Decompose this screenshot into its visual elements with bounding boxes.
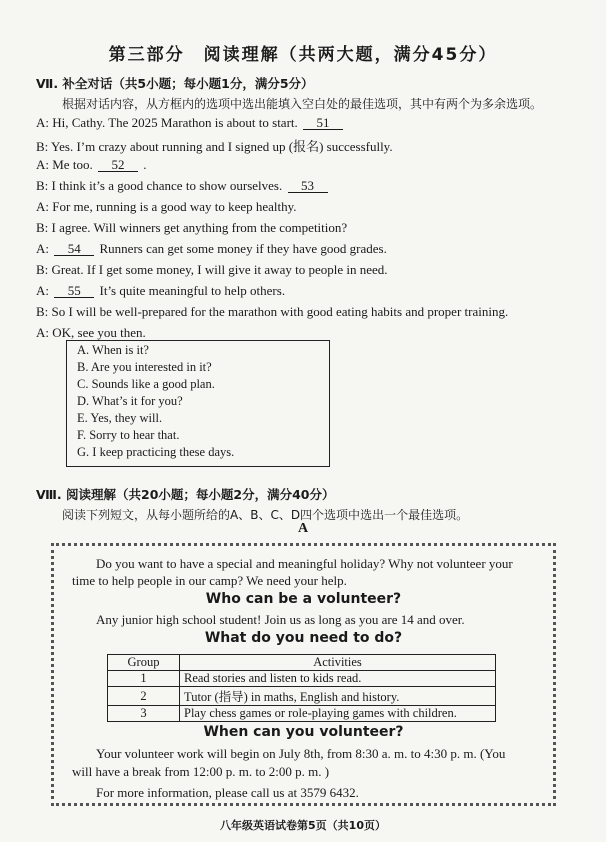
dialogue-text: A:	[36, 241, 49, 256]
intro-line-2: time to help people in our camp? We need your help.	[72, 573, 347, 588]
dialogue-text: A: For me, running is a good way to keep healthy.	[36, 199, 297, 214]
who-text: Any junior high school student! Join us as long as you are 14 and over.	[96, 612, 465, 627]
activity-cell: Play chess games or role-playing games with children.	[180, 706, 496, 722]
dialogue-line	[36, 304, 508, 320]
dialogue-text-after: .	[143, 157, 147, 172]
dialogue-text: A: Hi, Cathy. The 2025 Marathon is about to start.	[36, 115, 298, 130]
dialogue-text: A: OK, see you then.	[36, 325, 146, 340]
dialogue-text: A: Me too.	[36, 157, 93, 172]
dialogue-text: B: So I will be well-prepared for the marathon with good eating habits and proper training.	[36, 304, 509, 319]
dialogue-text: A:	[36, 283, 49, 298]
activity-cell: Tutor (指导) in maths, English and history.	[180, 687, 496, 706]
dialogue-line	[36, 178, 330, 194]
dialogue-line	[36, 220, 347, 236]
option-b: B. Are you interested in it?	[77, 360, 212, 374]
table-row	[108, 671, 496, 687]
heading-who: Who can be a volunteer?	[205, 591, 402, 607]
dialogue-line	[36, 262, 388, 278]
group-cell: 3	[108, 706, 180, 722]
table-row	[108, 706, 496, 722]
dialogue-text: B: I agree. Will winners get anything from the competition?	[36, 220, 348, 235]
section-8-heading: Ⅷ. 阅读理解（共20小题；每小题2分，满分40分）	[36, 487, 335, 502]
answer-blank[interactable]: 54	[54, 242, 94, 256]
section-7-instruction: 根据对话内容，从方框内的选项中选出能填入空白处的最佳选项，其中有两个为多余选项。	[62, 97, 543, 111]
page-footer: 八年级英语试卷第5页（共10页）	[220, 819, 386, 832]
table-row	[108, 687, 496, 706]
when-text-1: Your volunteer work will begin on July 8th, from 8:30 a. m. to 4:30 p. m. (You	[96, 746, 506, 761]
dialogue-text: B: I think it’s a good chance to show ourselves.	[36, 178, 283, 193]
answer-blank[interactable]: 51	[303, 116, 343, 130]
activity-cell: Read stories and listen to kids read.	[180, 671, 496, 687]
activities-table	[107, 654, 496, 722]
option-g: G. I keep practicing these days.	[77, 445, 235, 459]
option-d: D. What’s it for you?	[77, 394, 183, 408]
dialogue-line	[36, 157, 146, 173]
heading-when: When can you volunteer?	[203, 724, 404, 740]
dialogue-line	[36, 325, 146, 341]
options-box	[66, 340, 330, 467]
section-7-heading: Ⅶ. 补全对话（共5小题；每小题1分，满分5分）	[36, 76, 314, 91]
option-f: F. Sorry to hear that.	[77, 428, 180, 442]
table-header-activities: Activities	[180, 655, 496, 671]
option-c: C. Sounds like a good plan.	[77, 377, 215, 391]
passage-label: A	[297, 521, 309, 536]
answer-blank[interactable]: 53	[288, 179, 328, 193]
option-e: E. Yes, they will.	[77, 411, 163, 425]
table-header-group: Group	[108, 655, 180, 671]
group-cell: 1	[108, 671, 180, 687]
dialogue-text: B: Yes. I’m crazy about running and I signed up (报名) successfully.	[36, 139, 393, 154]
when-text-2: will have a break from 12:00 p. m. to 2:00 p. m. )	[72, 764, 330, 779]
dialogue-line	[36, 199, 297, 215]
dialogue-line	[36, 241, 387, 257]
dialogue-text: B: Great. If I get some money, I will give it away to people in need.	[36, 262, 388, 277]
heading-what: What do you need to do?	[204, 630, 403, 646]
group-cell: 2	[108, 687, 180, 706]
dialogue-line	[36, 136, 393, 155]
dialogue-line	[36, 115, 345, 131]
dialogue-line	[36, 283, 285, 299]
contact-text: For more information, please call us at 3579 6432.	[96, 785, 359, 800]
dialogue-text-after: It’s quite meaningful to help others.	[99, 283, 286, 298]
section-8-instruction: 阅读下列短文，从每小题所给的A、B、C、D四个选项中选出一个最佳选项。	[62, 508, 469, 522]
intro-line-1: Do you want to have a special and meaningful holiday? Why not volunteer your	[96, 556, 513, 571]
answer-blank[interactable]: 52	[98, 158, 138, 172]
answer-blank[interactable]: 55	[54, 284, 94, 298]
table-header-row	[108, 655, 496, 671]
dialogue-text-after: Runners can get some money if they have good grades.	[99, 241, 387, 256]
page-title: 第三部分 阅读理解（共两大题，满分45分）	[108, 45, 498, 65]
option-a: A. When is it?	[77, 343, 149, 357]
